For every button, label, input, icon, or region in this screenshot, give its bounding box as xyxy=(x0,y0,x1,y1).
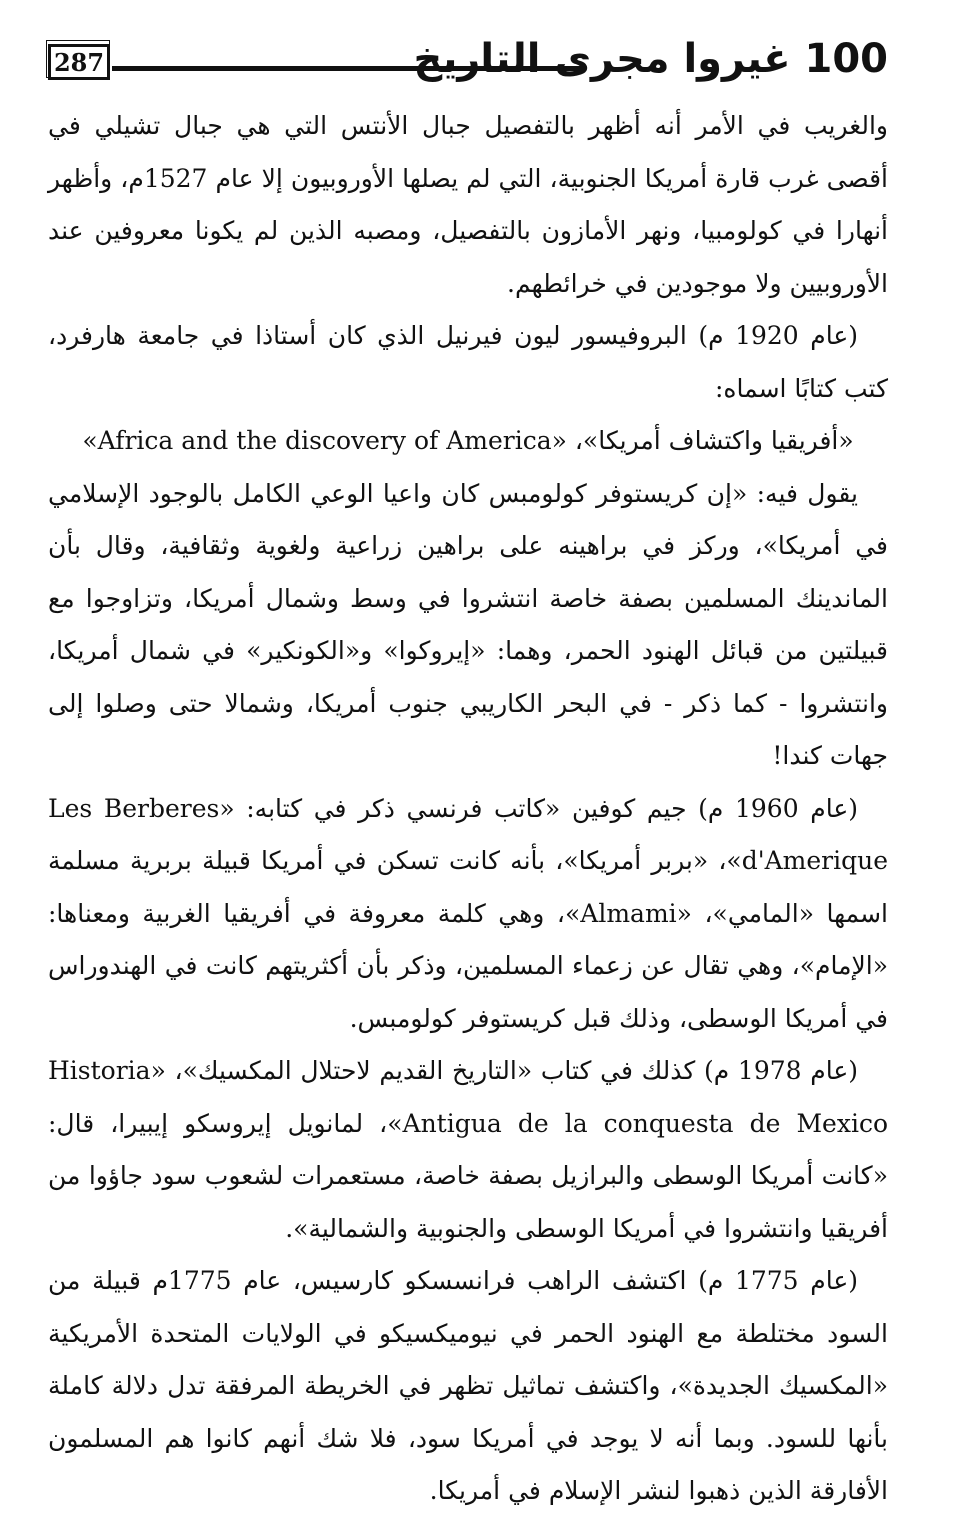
book-title-quote: «أفريقيا واكتشاف أمريكا»، «Africa and the discovery of America» xyxy=(82,426,854,455)
paragraph: (عام 1960 م) جيم كوفين «كاتب فرنسي ذكر في كتابه: «Les Berberes d'Amerique»، «بربر أمريكا»، بأنه كانت تسكن في أمريكا قبيلة بربرية مسلمة اسمها «المامي»، «Almami»، وهي كلمة معروفة في أفريقيا الغربية ومعناها: «الإمام»، وهي تقال عن زعماء المسلمين، وذكر بأن أكثريتهم كانت في الهندوراس في أمريكا الوسطى، وذلك قبل كريستوفر كولومبس. xyxy=(48,793,888,1033)
page-body xyxy=(48,100,888,1518)
page-number: 287 xyxy=(48,44,110,80)
paragraph: (عام 1920 م) البروفيسور ليون فيرنيل الذي كان أستاذا في جامعة هارفرد، كتب كتابًا اسماه: xyxy=(48,321,888,403)
paragraph: يقول فيه: «إن كريستوفر كولومبس كان واعيا الوعي الكامل بالوجود الإسلامي في أمريكا»، وركز في براهينه على براهين زراعية ولغوية وثقافية، وقال بأن الماندينك المسلمين بصفة خاصة انتشروا في وسط وشمال أمريكا، وتزاوجوا مع قبيلتين من قبائل الهنود الحمر، وهما: «إيروكوا» و«الكونكير» في شمال أمريكا، وانتشروا - كما ذكر - في البحر الكاريبي جنوب أمريكا، وشمالا حتى وصلوا إلى جهات كندا! xyxy=(48,478,888,770)
paragraph: والغريب في الأمر أنه أظهر بالتفصيل جبال الأنتس التي هي جبال تشيلي في أقصى غرب قارة أمريكا الجنوبية، التي لم يصلها الأوروبيون إلا عام 1527م، وأظهر أنهارا في كولومبيا، ونهر الأمازون بالتفصيل، ومصبه الذين لم يكونا معروفين عند الأوروبيين ولا موجودين في خرائطهم. xyxy=(48,111,888,298)
paragraph: (عام 1978 م) كذلك في كتاب «التاريخ القديم لاحتلال المكسيك»، «Historia Antigua de la conquesta de Mexico»، لمانويل إيروسكو إيبيرا، قال: «كانت أمريكا الوسطى والبرازيل بصفة خاصة، مستعمرات لشعوب سود جاؤوا من أفريقيا وانتشروا في أمريكا الوسطى والجنوبية والشمالية». xyxy=(48,1056,889,1243)
page-header xyxy=(48,36,888,96)
paragraph: (عام 1775 م) اكتشف الراهب فرانسسكو كارسيس، عام 1775م قبيلة من السود مختلطة مع الهنود الحمر في نيوميكسيكو في الولايات المتحدة الأمريكية «المكسيك الجديدة»، واكتشف تماثيل تظهر في الخريطة المرفقة تدل دلالة كاملة بأنها للسود. وبما أنه لا يوجد في أمريكا سود، فلا شك أنهم كانوا هم المسلمون الأفارقة الذين ذهبوا لنشر الإسلام في أمريكا. xyxy=(48,1266,888,1505)
book-title: 100 غيروا مجرى التاريخ xyxy=(413,36,888,82)
